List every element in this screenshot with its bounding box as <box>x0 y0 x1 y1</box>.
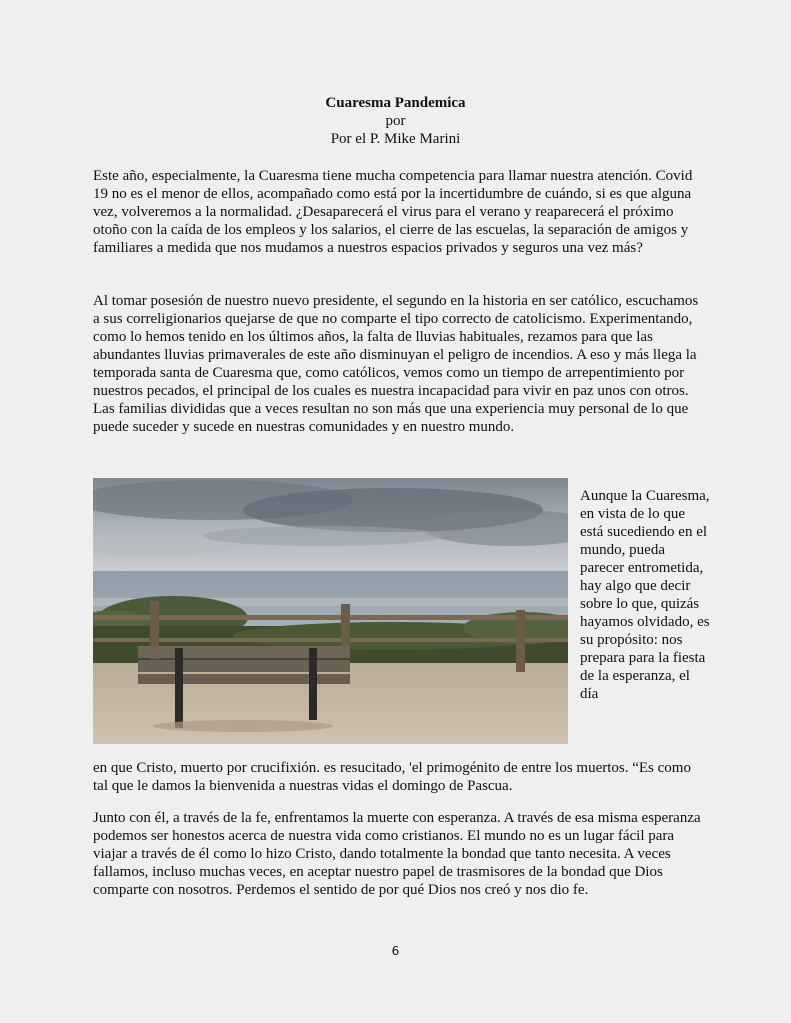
paragraph-2: Al tomar posesión de nuestro nuevo presidente, el segundo en la historia en ser católico, escuchamos a sus correligionarios quejarse de que no comparte el tipo correcto de catolicismo. Experimentando, como lo hemos tenido en los últimos años, la falta de lluvias habituales, rezamos para que las abundantes lluvias primaverales de este año disminuyan el peligro de incendios. A eso y más llega la temporada santa de Cuaresma que, como católicos, vemos como un tiempo de arrepentimiento por nuestros pecados, el principal de los cuales es nuestra incapacidad para vivir en paz unos con otros. Las familias divididas que a veces resultan no son más que una experiencia muy personal de lo que puede suceder y sucede en nuestras comunidades y en nuestro mundo. <box>93 293 699 435</box>
article-title: Cuaresma Pandemica <box>325 95 466 111</box>
paragraph-3-side: Aunque la Cuaresma, en vista de lo que está sucediendo en el mundo, pueda parecer entrometida, hay algo que decir sobre lo que, quizás hayamos olvidado, es su propósito: nos prepara para la fiesta de la esperanza, el día <box>580 488 710 702</box>
byline-por: por <box>385 113 406 129</box>
paragraph-1: Este año, especialmente, la Cuaresma tiene mucha competencia para llamar nuestra atención. Covid 19 no es el menor de ellos, acompañado como está por la incertidumbre de cuándo, si es que alguna vez, volveremos a la normalidad. ¿Desaparecerá el virus para el verano y reaparecerá el próximo otoño con la caída de los empleos y los salarios, el cierre de las escuelas, la separación de amigos y familiares a medida que nos mudamos a nuestros espacios privados y seguros una vez más? <box>93 168 693 256</box>
ocean-bench-photo <box>93 478 568 744</box>
paragraph-3-continuation: en que Cristo, muerto por crucifixión. es resucitado, 'el primogénito de entre los muertos. “Es como tal que le damos la bienvenida a nuestras vidas el domingo de Pascua. <box>93 760 691 794</box>
page-number: 6 <box>391 944 400 958</box>
author-line: Por el P. Mike Marini <box>330 131 461 147</box>
article-header <box>0 94 791 148</box>
paragraph-4: Junto con él, a través de la fe, enfrentamos la muerte con esperanza. A través de esa misma esperanza podemos ser honestos acerca de nuestra vida como cristianos. El mundo no es un lugar fácil para viajar a través de él como lo hizo Cristo, dando totalmente la bondad que tanto necesita. A veces fallamos, incluso muchas veces, en aceptar nuestro papel de trasmisores de la bondad que Dios comparte con nosotros. Perdemos el sentido de por qué Dios nos creó y nos dio fe. <box>93 810 701 898</box>
